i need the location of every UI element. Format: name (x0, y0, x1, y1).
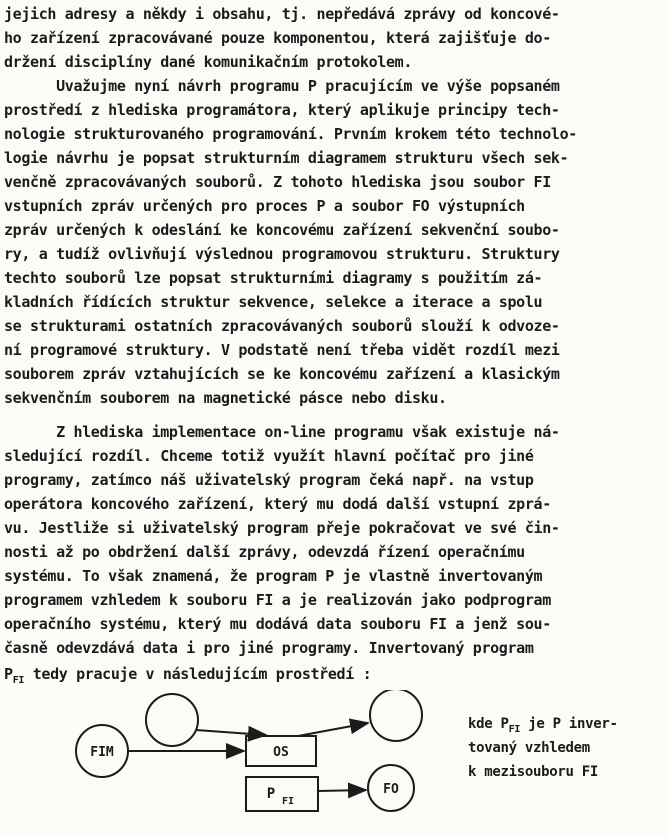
pfi-label: P (266, 786, 276, 802)
text-line: jejich adresy a někdy i obsahu, tj. nepředává zprávy od koncové- (4, 5, 560, 23)
text-line: ry, a tudíž ovlivňují výslednou programovou strukturu. Struktury (4, 245, 560, 263)
output-circle (370, 690, 422, 741)
diagram-caption (468, 712, 664, 784)
text-line: Uvažujme nyní návrh programu P pracujícím ve výše popsaném (4, 77, 560, 95)
input-circle (146, 694, 198, 746)
caption-text: kde P (468, 716, 509, 732)
text-line: operačního systému, který mu dodává data souboru FI a jenž sou- (4, 615, 551, 633)
text-line: programy, zatímco náš uživatelský program čeká např. na vstup (4, 471, 534, 489)
text-line: prostředí z hlediska programátora, který aplikuje principy tech- (4, 101, 560, 119)
text-line: vu. Jestliže si uživatelský program přeje pokračovat ve své čin- (4, 519, 560, 537)
text-line: techto souborů lze popsat strukturními diagramy s použitím zá- (4, 269, 543, 287)
fim-label: FIM (90, 745, 114, 760)
fo-label: FO (383, 782, 399, 797)
text-line: ní programové struktury. V podstatě není třeba vidět rozdíl mezi (4, 341, 560, 359)
caption-subscript: FI (508, 724, 521, 735)
arrow-os-to-output (298, 723, 368, 736)
text-line: venčně zpracovávaných souborů. Z tohoto hlediska jsou soubor FI (4, 173, 551, 191)
text-line: kladních řídících struktur sekvence, selekce a iterace a spolu (4, 293, 543, 311)
text-line-last (4, 662, 664, 686)
text-line: nosti až po obdržení další zprávy, odevzdá řízení operačnímu (4, 543, 525, 561)
caption-line: tovaný vzhledem (468, 740, 590, 756)
last-line-rest: tedy pracuje v následujícím prostředí : (24, 665, 372, 683)
text-line: programem vzhledem k souboru FI a je realizován jako podprogram (4, 591, 551, 609)
program-subscript: FI (12, 675, 25, 686)
arrow-input-to-os (196, 730, 266, 735)
text-line: systému. To však znamená, že program P je vlastně invertovaným (4, 567, 543, 585)
caption-line (468, 712, 664, 736)
pfi-subscript: FI (281, 796, 295, 807)
caption-line: k mezisouboru FI (468, 764, 599, 780)
arrow-pfi-to-fo (318, 790, 366, 791)
text-line: sledující rozdíl. Chceme totiž využít hlavní počítač pro jiné (4, 447, 534, 465)
program-symbol: P (4, 665, 13, 683)
text-line: Z hlediska implementace on-line programu však existuje ná- (4, 423, 560, 441)
text-line: vstupních zpráv určených pro proces P a soubor FO výstupních (4, 197, 525, 215)
text-line: operátora koncového zařízení, který mu dodá další vstupní zprá- (4, 495, 551, 513)
text-line: logie návrhu je popsat strukturním diagramem strukturu všech sek- (4, 149, 569, 167)
text-line: ho zařízení zpracovávané pouze komponentou, která zajišťuje do- (4, 29, 551, 47)
caption-text: je P inver- (520, 716, 618, 732)
os-label: OS (273, 745, 289, 760)
text-line: nologie strukturovaného programování. Prvním krokem této technolo- (4, 125, 577, 143)
text-line: zpráv určených k odeslání ke koncovému zařízení sekvenční soubo- (4, 221, 560, 239)
text-line: souborem zpráv vztahujících se ke koncovému zařízení a klasickým (4, 365, 560, 383)
text-line: časně odevzdává data i pro jiné programy. Invertovaný program (4, 639, 534, 657)
text-line: držení disciplíny dané komunikačním protokolem. (4, 53, 412, 71)
text-line: se strukturami ostatních zpracovávaných souborů slouží k odvoze- (4, 317, 560, 335)
text-line: sekvenčním souborem na magnetické pásce nebo disku. (4, 389, 447, 407)
